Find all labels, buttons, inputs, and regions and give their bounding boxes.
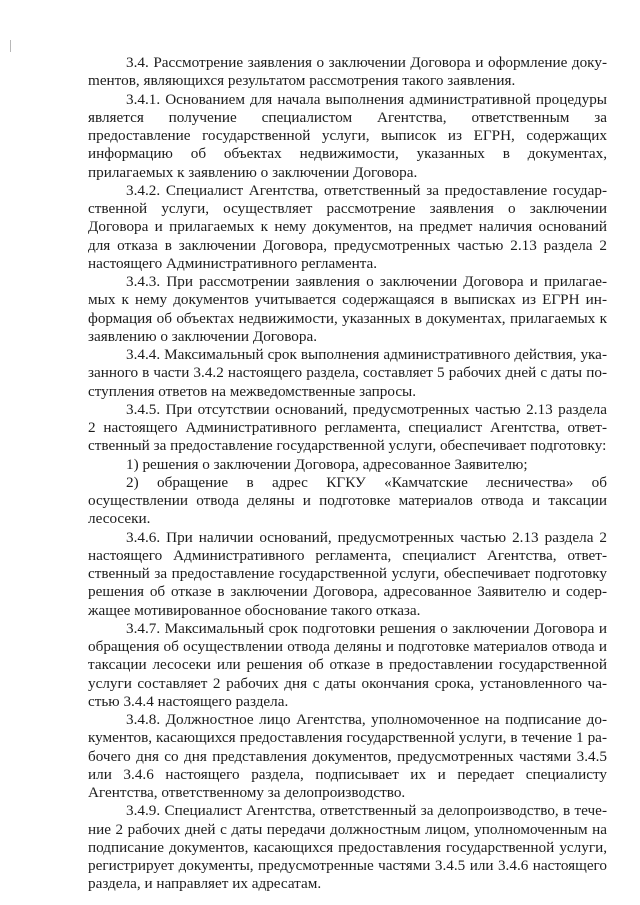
paragraph-3-4-9: 3.4.9. Специалист Агентства, ответственный за делопроизводство, в течение 2 рабочих дней с даты передачи должностным лицом, уполномоченным на подписание документов, касающихся предоставления государственной услуги, регистрирует документы, предусмотренные частями 3.4.5 или 3.4.6 настоящего раздела, и направляет их адресатам. xyxy=(88,802,607,893)
list-item-1: 1) решения о заключении Договора, адресованное Заявителю; xyxy=(126,455,528,473)
paragraph-3-4-6: 3.4.6. При наличии оснований, предусмотренных частью 2.13 раздела 2 настоящего Административного регламента, специалист Агентства, ответственный за предоставление государственной услуги, обеспечивает подготовку решения об отказе в заключении Договора, адресованное Заявителю и содержащее мотивированное обоснование такого отказа. xyxy=(88,528,607,619)
paragraph-3-4-5: 3.4.5. При отсутствии оснований, предусмотренных частью 2.13 раздела 2 настоящего Административного регламента, специалист Агентства, ответственный за предоставление государственной услуги, обеспечивает подготовку: xyxy=(88,400,607,455)
scan-edge-mark xyxy=(10,40,11,52)
paragraph-3-4-2: 3.4.2. Специалист Агентства, ответственный за предоставление государственной услуги, осуществляет рассмотрение заявления о заключении Договора и прилагаемых к нему документов, на предмет наличия оснований для отказа в заключении Договора, предусмотренных частью 2.13 раздела 2 настоящего Административного регламента. xyxy=(88,181,607,272)
paragraph-3-4-8: 3.4.8. Должностное лицо Агентства, уполномоченное на подписание документов, касающихся предоставления государственной услуги, в течение 1 рабочего дня со дня представления документов, предусмотренных частями 3.4.5 или 3.4.6 настоящего раздела, подписывает их и передает специалисту Агентства, ответственному за делопроизводство. xyxy=(88,711,607,801)
paragraph-3-4: 3.4. Рассмотрение заявления о заключении Договора и оформление докуmентов, являющихся результатом рассмотрения такого заявления. xyxy=(88,54,607,90)
paragraph-3-4-7: 3.4.7. Максимальный срок подготовки решения о заключении Договора и обращения об осуществлении отвода деляны и подготовке материалов отвода и таксации лесосеки или решения об отказе в предоставлении государственной услуги составляет 2 рабочих дня с даты окончания срока, установленного частью 3.4.4 настоящего раздела. xyxy=(88,619,607,710)
paragraph-3-4-4: 3.4.4. Максимальный срок выполнения административного действия, указанного в части 3.4.2 настоящего раздела, составляет 5 рабочих дней с даты поступления ответов на межведомственные запросы. xyxy=(88,346,607,400)
list-item-2: 2) обращение в адрес КГКУ «Камчатские лесничества» об осуществлении отвода деляны и подготовке материалов отвода и таксации лесосеки. xyxy=(88,473,607,528)
paragraph-3-4-3: 3.4.3. При рассмотрении заявления о заключении Договора и прилагаемых к нему документов учитывается содержащаяся в выписках из ЕГРН информация об объектах недвижимости, указанных в документах, прилагаемых к заявлению о заключении Договора. xyxy=(88,273,607,345)
paragraph-3-4-1: 3.4.1. Основанием для начала выполнения административной процедуры является получение специалистом Агентства, ответственным за предоставление государственной услуги, выписок из ЕГРН, содержащих информацию об объектах недвижимости, указанных в документах, прилагаемых к заявлению о заключении Договора. xyxy=(88,90,607,181)
document-page xyxy=(88,54,607,894)
